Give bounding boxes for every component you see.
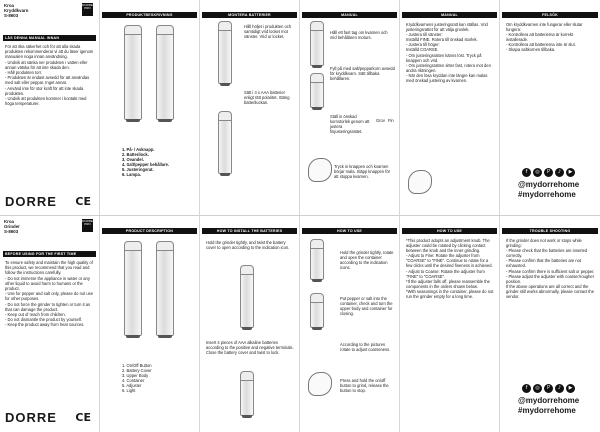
facebook-icon: f: [522, 384, 531, 393]
part-item: 4. Container: [122, 378, 145, 384]
social-handle: @mydorrehome: [518, 396, 580, 405]
section-header: PRODUCT DESCRIPTION: [102, 228, 197, 234]
section-header: HOW TO INSTALL THE BATTERIES: [202, 228, 297, 234]
part-item: 1. On/Off Button: [122, 363, 152, 368]
part-item: 3. Ovandel.: [122, 157, 144, 163]
troubleshoot-text: If the grinder does not work or stops while grinding: - Please check that the batteries are inserted correctly. - Please confirm that the batteries are not exhausted. - Please confirm there is sufficient salt or pepper. - Please adjust the adjuster with coarser/rougher position. If the above operations are all correct and the grinder still works abnormally, please contact the vendor.: [506, 238, 595, 300]
battery-step-2: Insert 4 pieces of AAA alkaline batteries according to the positive and negative terminals. Close the battery cover and twist to lock.: [206, 340, 294, 356]
part-item: 6. Light: [122, 388, 136, 394]
social-icons: [522, 384, 575, 393]
troubleshoot-text: Om kryddkvarnen inte fungerar eller slutar fungera: - Kontrollera att batterierna är korrekt installerade. - Kontrollera att batterierna inte är slut. - Skapa saltkornen tillbaka.: [506, 22, 583, 53]
adjuster-text: *This product adopts an adjustment knob. The adjuster could be rotated by clicking contact between the knob and the inner grinding. - Adjust to Fine: Rotate the adjuster from "COARSE" to "FINE". Continue to rotate for a few clicks until the desired fineness is achieved. - Adjust to Coarse: Rotate the adjuster from "FINE" to "COARSE". *If the adjuster falls off, please reassemble the components in the orders shown below. *With seasonings in the container, please do not run the grinder empty for a long time.: [406, 238, 494, 300]
grinder-illustration: [156, 30, 174, 120]
battery-step-2: Sätt i 4 x AAA batterier enligt rätt polaritet. Stäng batteriluckan.: [244, 90, 290, 106]
grinder-illustration: [310, 26, 324, 66]
social-hashtag: #mydorrehome: [518, 406, 576, 415]
social-icons: [522, 168, 575, 177]
product-description-panel: [100, 0, 200, 216]
pinterest-icon: P: [544, 168, 553, 177]
part-item: 5. Justeringsrat.: [122, 167, 154, 173]
section-header: MANUAL: [402, 12, 497, 18]
part-item: 3. Upper Body: [122, 373, 149, 379]
part-item: 5. Adjuster: [122, 383, 142, 389]
manual-panel: [300, 0, 400, 216]
adjuster-panel: [400, 216, 500, 432]
section-header: TROUBLE SHOOTING: [502, 228, 598, 234]
section-header: MANUAL: [302, 12, 397, 18]
part-item: 2. Battery Cover: [122, 368, 152, 374]
section-header: FELSÖK: [502, 12, 598, 18]
grinder-illustration: [124, 246, 142, 336]
use-step-1: Håll ett fast tag om kvarnen och vrid behållaren moturs.: [330, 30, 388, 41]
use-step-3: Ställ in önskad kornstorlek genom att justera finjusteringsrattet.: [330, 114, 370, 135]
tiktok-icon: ♪: [555, 384, 564, 393]
section-header: BEFORE USING FOR THE FIRST TIME: [3, 251, 96, 257]
adjust-text: Kryddkvarnens justeringsratt kan ställas. Vrid justeringsrattet för att välja grovlek. - Justera till vänster: Inställd FINE. Rotera till önskad storlek. - Justera till höger: Inställd COARSE. - Om justeringsratten känns löst. Tryck på knappen och vrid. - Om justeringsratten sitter fast, rotera mot den andra riktningen. - När den lösa kryddan inte längre kan malas med önskad justering av kvarnen.: [406, 22, 491, 84]
use-step-2: Put pepper or salt into the container, check and turn the upper body and container for closing.: [340, 296, 393, 317]
instagram-icon: ◎: [533, 384, 542, 393]
grinder-illustration: [310, 298, 324, 328]
battery-panel: [200, 0, 300, 216]
parts-list: [122, 363, 152, 394]
hand-illustration: [308, 158, 332, 182]
social-hashtag: #mydorrehome: [518, 190, 576, 199]
product-description-panel: [100, 216, 200, 432]
grinder-illustration: [156, 246, 174, 336]
section-header: HOW TO USE: [302, 228, 397, 234]
battery-panel: [200, 216, 300, 432]
part-item: 2. Batterilock.: [122, 152, 149, 158]
use-step-4: Tryck in knappen och kvarnen börjar mala. Släpp knappen för att stoppa kvarnen.: [334, 164, 390, 180]
use-step-3: According to the pictures rotate to adjust coarseness.: [340, 342, 391, 353]
grinder-illustration: [240, 376, 254, 416]
dorre-logo: DORRE: [5, 194, 57, 209]
ce-mark: CE: [75, 195, 91, 208]
grinder-illustration: [218, 26, 232, 84]
grov-label: Grov: [376, 118, 385, 123]
grinder-illustration: [124, 30, 142, 120]
manual-sheet-english: [0, 216, 600, 432]
facebook-icon: f: [522, 168, 531, 177]
manual-adjust-panel: [400, 0, 500, 216]
fin-label: Fin: [388, 118, 394, 123]
how-to-use-panel: [300, 216, 400, 432]
part-item: 1. På- / Avknapp.: [122, 147, 155, 152]
product-brand: Kroa Grinder S-8603: [4, 219, 20, 234]
cover-panel: [0, 216, 100, 432]
pinterest-icon: P: [544, 384, 553, 393]
cover-panel: [0, 0, 100, 216]
part-item: 4. Salt/pepper behållare.: [122, 162, 170, 168]
part-item: 6. Lampa.: [122, 172, 141, 178]
use-step-2: Fyll på med salt/pepparkorn avsedd för kryddkvarn. Sätt tillbaka behållaren.: [330, 66, 395, 82]
battery-step-1: Hold the grinder tightly, and twist the battery cover to open according to the indication icon.: [206, 240, 290, 251]
youtube-icon: ▶: [566, 384, 575, 393]
instagram-icon: ◎: [533, 168, 542, 177]
safety-text: För att öka säkerhet och för att alla skada produkten rekommenderar vi att du läser igenom manualen noga innan användning. - Undvik att sänka ner produkten i vatten eller annan vätska för att inte skada den. - Håll produkten torr. - Produkten är endast avsedd för att användas med salt eller peppar. Inget annat. - Använd inte för stor kraft för att inte skada produkten. - Undvik att produkten kommer i kontakt med höga temperaturer.: [5, 44, 94, 107]
dorre-logo: DORRE: [5, 410, 57, 425]
battery-step-1: Håll höljet i produkten och samtidigt vrid locket mot vänster. Vrid ur locket.: [244, 24, 292, 40]
section-header: HOW TO USE: [402, 228, 497, 234]
grinder-illustration: [218, 116, 232, 174]
brand-logo: DORRE PRO: [82, 219, 93, 232]
section-header: MONTERA BATTERIER: [202, 12, 297, 18]
safety-text: To ensure safety and maintain the high quality of this product, we recommend that you read and follow the instructions carefully. - Do not immerse the appliance in water or any other liquid to avoid harm to humans or the product. - Use for pepper and salt only, please do not use for other purposes. - Do not force the grinder to tighten or turn it as that can damage the product. - Keep out of reach from children. - Do not dismantle the product by yourself. - Keep the product away from heat sources.: [5, 260, 93, 328]
grinder-illustration: [310, 78, 324, 108]
social-handle: @mydorrehome: [518, 180, 580, 189]
ce-mark: CE: [75, 411, 91, 424]
brand-logo: DORRE PRO: [82, 3, 93, 16]
section-header: PRODUKTBESKRIVNING: [102, 12, 197, 18]
parts-list: [122, 147, 169, 178]
use-step-4: Press and hold the on/off button to grind, release the button to stop.: [340, 378, 389, 394]
section-header: LÄS DENNA MANUAL INNAN: [3, 35, 96, 41]
youtube-icon: ▶: [566, 168, 575, 177]
use-step-1: Hold the grinder tightly, rotate and open the container according to the indication icons.: [340, 250, 394, 271]
hand-illustration: [308, 372, 332, 396]
grinder-illustration: [240, 270, 254, 328]
grinder-illustration: [310, 244, 324, 280]
hand-illustration: [408, 170, 432, 194]
tiktok-icon: ♪: [555, 168, 564, 177]
product-brand: Kroa Kryddkvarn S-8603: [4, 3, 29, 18]
